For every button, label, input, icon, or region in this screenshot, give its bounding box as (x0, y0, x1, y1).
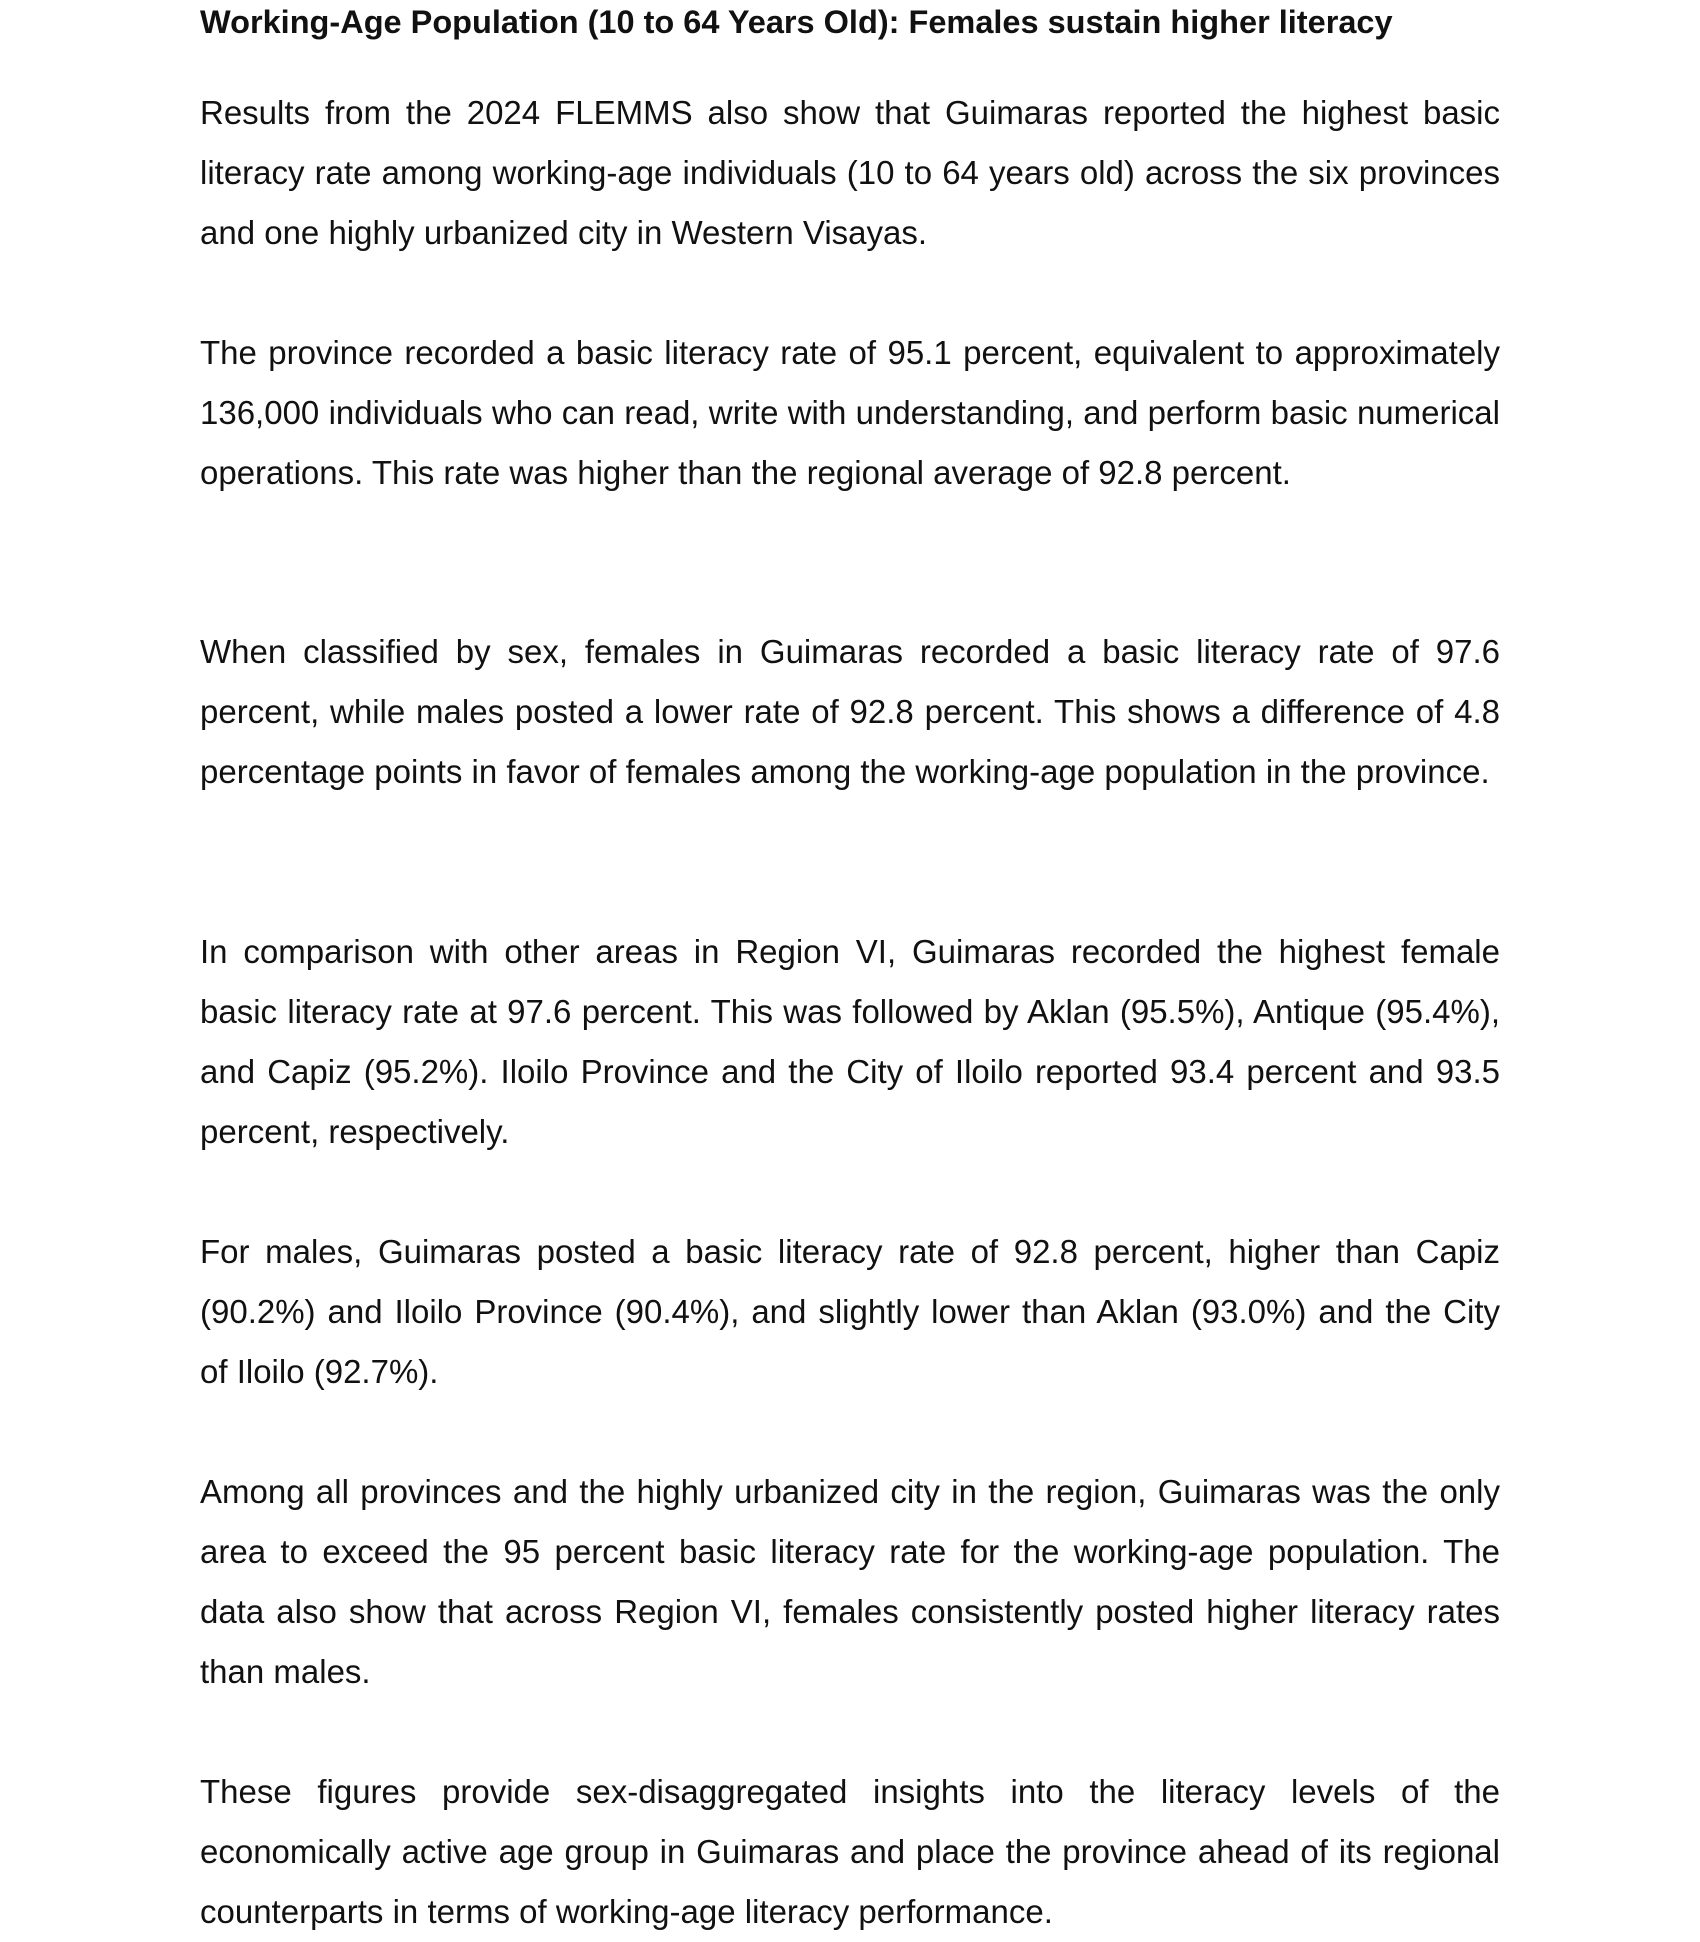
section-heading: Working-Age Population (10 to 64 Years Old): Females sustain higher literacy (200, 4, 1393, 40)
paragraph-province-rate: The province recorded a basic literacy rate of 95.1 percent, equivalent to approximately 136,000 individuals who can read, write with understanding, and perform basic numerical operations. This rate was higher than the regional average of 92.8 percent. (200, 334, 1500, 491)
paragraph-by-sex: When classified by sex, females in Guimaras recorded a basic literacy rate of 97.6 percent, while males posted a lower rate of 92.8 percent. This shows a difference of 4.8 percentage points in favor of females among the working-age population in the province. (200, 633, 1500, 790)
paragraph-regional-summary: Among all provinces and the highly urbanized city in the region, Guimaras was the only area to exceed the 95 percent basic literacy rate for the working-age population. The data also show that across Region VI, females consistently posted higher literacy rates than males. (200, 1473, 1500, 1690)
paragraph-male-comparison: For males, Guimaras posted a basic literacy rate of 92.8 percent, higher than Capiz (90.2%) and Iloilo Province (90.4%), and slightly lower than Aklan (93.0%) and the City of Iloilo (92.7%). (200, 1233, 1500, 1390)
paragraph-conclusion: These figures provide sex-disaggregated insights into the literacy levels of the economically active age group in Guimaras and place the province ahead of its regional counterparts in terms of working-age literacy performance. (200, 1773, 1500, 1930)
paragraph-intro: Results from the 2024 FLEMMS also show that Guimaras reported the highest basic literacy rate among working-age individuals (10 to 64 years old) across the six provinces and one highly urbanized city in Western Visayas. (200, 94, 1500, 251)
paragraph-female-comparison: In comparison with other areas in Region VI, Guimaras recorded the highest female basic literacy rate at 97.6 percent. This was followed by Aklan (95.5%), Antique (95.4%), and Capiz (95.2%). Iloilo Province and the City of Iloilo reported 93.4 percent and 93.5 percent, respectively. (200, 933, 1500, 1150)
